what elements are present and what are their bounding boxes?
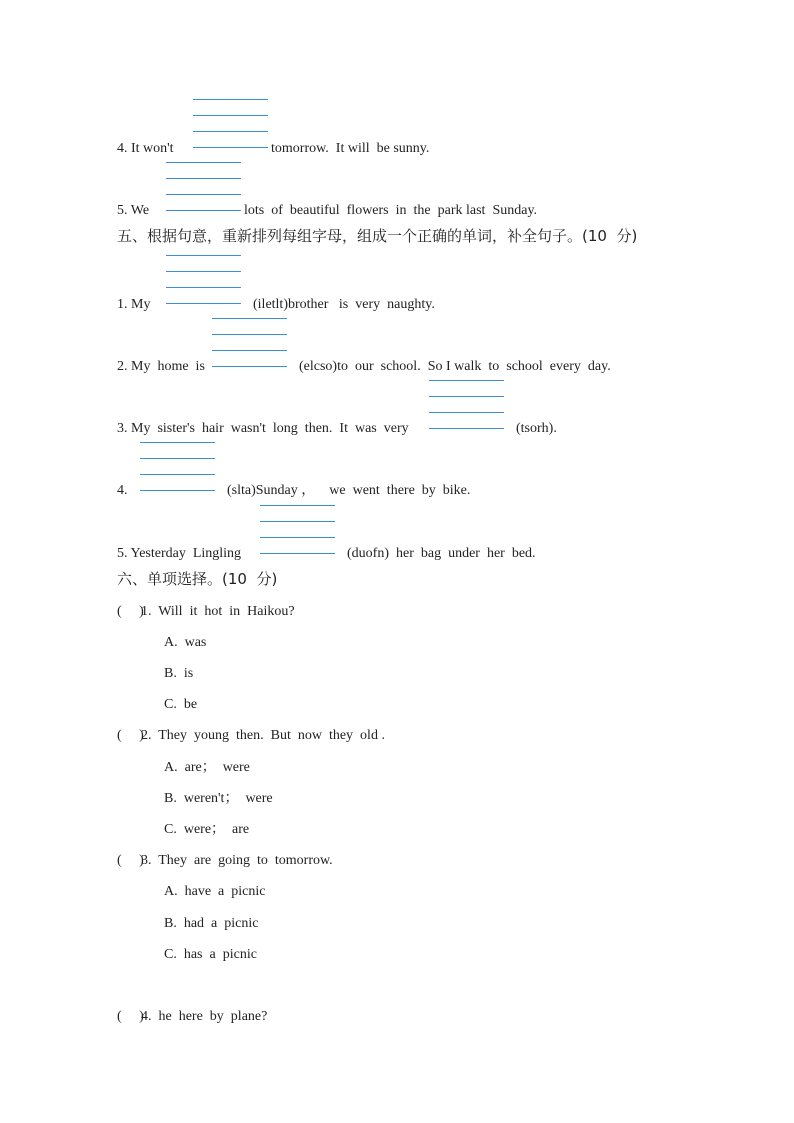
answer-blank[interactable] — [429, 428, 504, 429]
option-a[interactable]: A. are； were — [164, 760, 250, 775]
question-text: (elcso)to our school. So I walk to school every day. — [299, 359, 611, 374]
blank-line — [166, 287, 241, 288]
option-a[interactable]: A. was — [164, 635, 207, 650]
blank-line — [212, 350, 287, 351]
question-text: tomorrow. It will be sunny. — [271, 141, 430, 156]
answer-blank[interactable] — [140, 490, 215, 491]
blank-line — [140, 458, 215, 459]
question-text: 3. My sister's hair wasn't long then. It was very — [117, 421, 409, 436]
question-text: (duofn) her bag under her bed. — [347, 546, 536, 561]
answer-paren[interactable]: ( ) — [117, 1009, 144, 1024]
option-b[interactable]: B. had a picnic — [164, 916, 259, 931]
answer-paren[interactable]: ( ) — [117, 728, 144, 743]
question-stem: 1. Will it hot in Haikou? — [141, 604, 295, 619]
blank-line — [166, 178, 241, 179]
question-text: (slta)Sunday ， we went there by bike. — [227, 483, 471, 498]
blank-line — [212, 334, 287, 335]
answer-paren[interactable]: ( ) — [117, 853, 144, 868]
option-c[interactable]: C. were； are — [164, 822, 250, 837]
question-stem: 2. They young then. But now they old . — [141, 728, 385, 743]
answer-blank[interactable] — [166, 210, 241, 211]
question-stem: 4. he here by plane? — [141, 1009, 268, 1024]
blank-line — [166, 194, 241, 195]
answer-blank[interactable] — [260, 553, 335, 554]
blank-line — [166, 271, 241, 272]
blank-line — [140, 474, 215, 475]
option-c[interactable]: C. be — [164, 697, 198, 712]
question-text: (tsorh). — [516, 421, 557, 436]
blank-line — [260, 505, 335, 506]
blank-line — [429, 396, 504, 397]
blank-line — [429, 412, 504, 413]
answer-blank[interactable] — [212, 366, 287, 367]
answer-blank[interactable] — [166, 303, 241, 304]
blank-line — [166, 255, 241, 256]
option-b[interactable]: B. weren't； were — [164, 791, 273, 806]
question-text: 5. We — [117, 203, 150, 218]
blank-line — [193, 99, 268, 100]
blank-line — [166, 162, 241, 163]
question-text: 5. Yesterday Lingling — [117, 546, 242, 561]
blank-line — [193, 115, 268, 116]
question-stem: 3. They are going to tomorrow. — [141, 853, 333, 868]
blank-line — [429, 380, 504, 381]
answer-paren[interactable]: ( ) — [117, 604, 144, 619]
blank-line — [212, 318, 287, 319]
blank-line — [260, 521, 335, 522]
blank-line — [193, 131, 268, 132]
option-a[interactable]: A. have a picnic — [164, 884, 266, 899]
blank-line — [140, 442, 215, 443]
question-text: (iletlt)brother is very naughty. — [253, 297, 435, 312]
section-heading: 六、单项选择。(10 分) — [117, 570, 278, 588]
question-text: lots of beautiful flowers in the park last Sunday. — [244, 203, 538, 218]
blank-line — [260, 537, 335, 538]
section-heading: 五、根据句意，重新排列每组字母，组成一个正确的单词，补全句子。(10 分) — [117, 227, 638, 245]
question-text: 4. It won't — [117, 141, 174, 156]
option-b[interactable]: B. is — [164, 666, 194, 681]
question-text: 4. — [117, 483, 128, 498]
answer-blank[interactable] — [193, 147, 268, 148]
question-text: 1. My — [117, 297, 151, 312]
question-text: 2. My home is — [117, 359, 205, 374]
option-c[interactable]: C. has a picnic — [164, 947, 257, 962]
